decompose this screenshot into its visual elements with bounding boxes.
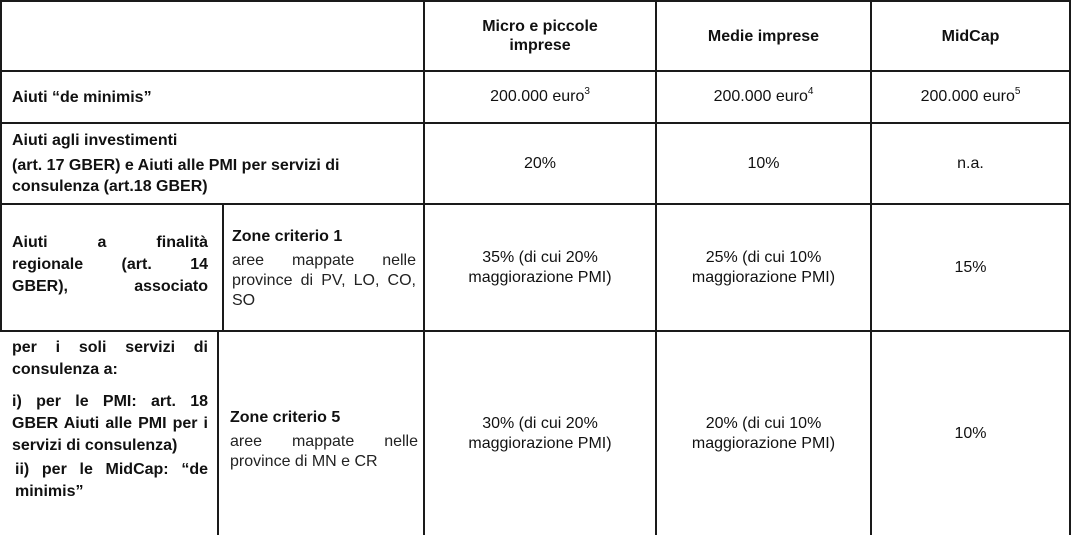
row-deminimis-label: [2, 72, 423, 122]
row-investimenti-label-line1: Aiuti agli investimenti: [12, 132, 178, 149]
row-investimenti-label-line2: (art. 17 GBER) e Aiuti alle PMI per servizi di consulenza (art.18 GBER): [12, 157, 340, 195]
row-regionale5-midcap: [872, 332, 1069, 535]
label-word: GBER),: [12, 278, 68, 295]
row-regionale5-micro-value: 30% (di cui 20% maggiorazione PMI): [468, 414, 612, 452]
header-midcap: [872, 2, 1069, 70]
row-deminimis-midcap-amount: 200.000 euro: [920, 88, 1015, 105]
footnote-3: 3: [584, 85, 590, 97]
row-deminimis-midcap: [872, 72, 1069, 122]
zone-criterio-5-title: Zone criterio 5: [230, 409, 341, 426]
label-word: associato: [134, 278, 208, 295]
zone-criterio-1-desc: aree mappate nelle province di PV, LO, CO, SO: [232, 252, 416, 309]
label-word: a: [97, 234, 107, 251]
row-deminimis-micro-value: [490, 87, 590, 107]
header-medie-text: Medie imprese: [707, 27, 820, 45]
row-regionale5-micro: [425, 332, 655, 535]
row-investimenti-micro-value: 20%: [523, 154, 557, 172]
row-regionale5-label-p2: i) per le PMI: art. 18 GBER Aiuti alle PMI per i servizi di consulenza): [12, 393, 208, 454]
label-word: 14: [190, 256, 208, 273]
row-regionale1-micro: [425, 205, 655, 330]
label-word: (art.: [121, 256, 152, 273]
row-regionale1-micro-value: 35% (di cui 20% maggiorazione PMI): [468, 248, 612, 286]
zone-criterio-5: [230, 408, 418, 472]
row-regionale5-label-p1: per i soli servizi di consulenza a:: [12, 339, 208, 378]
row-deminimis-medie-amount: 200.000 euro: [713, 88, 808, 105]
label-word: Aiuti: [12, 234, 48, 251]
header-micro-text: Micro e piccole imprese: [482, 18, 598, 54]
row-regionale5-midcap-value: 10%: [954, 424, 987, 442]
row-deminimis-label-text: Aiuti “de minimis”: [12, 88, 152, 106]
zone-criterio-1-title: Zone criterio 1: [232, 228, 343, 245]
zone-criterio-5-desc: aree mappate nelle province di MN e CR: [230, 433, 418, 470]
row-investimenti-medie-value: 10%: [747, 154, 780, 172]
row-regionale5-label-p3: ii) per le MidCap: “de minimis”: [15, 461, 208, 500]
row-deminimis-medie-value: [714, 87, 814, 107]
row-regionale1-medie-value: 25% (di cui 10% maggiorazione PMI): [691, 248, 836, 286]
label-word: regionale: [12, 256, 84, 273]
row-investimenti-micro: [425, 124, 655, 203]
header-medie: [657, 2, 870, 70]
row-regionale1-midcap-value: 15%: [954, 258, 987, 276]
footnote-4: 4: [807, 85, 814, 97]
row-regionale-label-line3: [12, 276, 208, 298]
zone-criterio-1: [232, 227, 416, 311]
row-regionale-label-line2: [12, 254, 208, 276]
row-regionale5-medie: [657, 332, 870, 535]
row-investimenti-midcap-value: n.a.: [957, 154, 984, 172]
header-micro: [425, 2, 655, 70]
row-investimenti-label: [2, 124, 423, 203]
row-regionale5-medie-value: 20% (di cui 10% maggiorazione PMI): [691, 414, 836, 452]
label-word: finalità: [156, 234, 208, 251]
row-deminimis-midcap-value: [921, 87, 1021, 107]
row-deminimis-micro: [425, 72, 655, 122]
col-divider-zone-lower: [217, 330, 219, 535]
header-midcap-text: MidCap: [941, 27, 1000, 45]
row-regionale5-label: [12, 337, 208, 503]
footnote-5: 5: [1014, 85, 1021, 97]
row-regionale-label-line1: [12, 232, 208, 254]
row-regionale1-medie: [657, 205, 870, 330]
row-deminimis-micro-amount: 200.000 euro: [490, 88, 585, 105]
row-regionale1-midcap: [872, 205, 1069, 330]
row-regionale-label: [12, 232, 208, 298]
row-investimenti-medie: [657, 124, 870, 203]
col-divider-zone-upper: [222, 203, 224, 330]
row-deminimis-medie: [657, 72, 870, 122]
row-investimenti-midcap: [872, 124, 1069, 203]
